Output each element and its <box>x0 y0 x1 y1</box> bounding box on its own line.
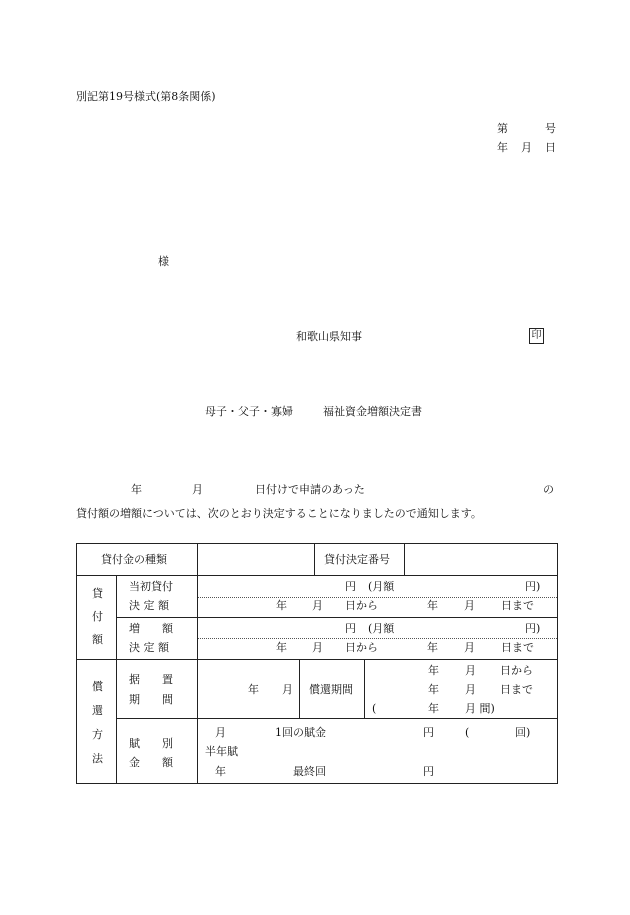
body-year: 年 <box>131 483 142 496</box>
title-part2: 福祉資金増額決定書 <box>323 405 422 418</box>
final-yen: 円 <box>423 765 434 778</box>
loan-amount-label-2: 付 <box>92 610 103 623</box>
addressee-sama: 様 <box>158 255 169 268</box>
table-rule <box>76 659 557 660</box>
number-dai: 第 <box>497 122 508 135</box>
repay-method-label-3: 方 <box>92 728 103 741</box>
increase-from-year: 年 <box>276 641 287 654</box>
table-rule <box>76 575 557 576</box>
initial-label-2: 決 定 額 <box>129 599 169 612</box>
date-year: 年 <box>497 141 508 154</box>
body-applied: 日付けで申請のあった <box>255 483 365 496</box>
body-line2: 貸付額の増額については、次のとおり決定することになりましたので通知します。 <box>76 507 482 520</box>
date-month: 月 <box>521 141 532 154</box>
increase-yen-close: 円) <box>525 622 541 635</box>
issuer-name: 和歌山県知事 <box>296 330 362 343</box>
increase-from-month: 月 <box>312 641 323 654</box>
initial-from-month: 月 <box>312 599 323 612</box>
increase-label-2: 決 定 額 <box>129 641 169 654</box>
table-col-line <box>197 543 198 783</box>
installment-label-1: 賦 別 <box>129 737 173 750</box>
title-part1: 母子・父子・寡婦 <box>205 405 293 418</box>
body-no: の <box>543 483 554 496</box>
initial-yen-close: 円) <box>525 580 541 593</box>
grace-year: 年 <box>248 683 259 696</box>
decision-no-label: 貸付決定番号 <box>324 553 390 566</box>
installment-yen: 円 <box>423 726 434 739</box>
installment-label-2: 金 額 <box>129 756 173 769</box>
loan-amount-label-3: 額 <box>92 633 103 646</box>
repay-total-year: 年 <box>428 702 439 715</box>
grace-label-1: 据 置 <box>129 673 173 686</box>
table-col-line <box>364 659 365 718</box>
installment-month: 月 <box>215 726 226 739</box>
seal-mark: 印 <box>529 328 544 344</box>
repay-period-label: 償還期間 <box>309 683 353 696</box>
installment-times: 回) <box>515 726 531 739</box>
repay-method-label-1: 償 <box>92 680 103 693</box>
repay-method-label-4: 法 <box>92 752 103 765</box>
half-year-year: 年 <box>215 765 226 778</box>
table-col-line <box>404 543 405 575</box>
installment-per-once: 1回の賦金 <box>275 726 326 739</box>
initial-to-month: 月 <box>464 599 475 612</box>
table-col-line <box>116 575 117 783</box>
initial-label-1: 当初貸付 <box>129 580 173 593</box>
number-go: 号 <box>545 122 556 135</box>
repay-to-month: 月 <box>465 683 476 696</box>
increase-yen: 円 <box>345 622 356 635</box>
half-year-label: 半年賦 <box>205 745 238 758</box>
date-day: 日 <box>545 141 556 154</box>
table-col-line <box>314 543 315 575</box>
initial-from-day: 日から <box>345 599 378 612</box>
table-rule <box>116 617 557 618</box>
increase-label-1: 増 額 <box>129 622 173 635</box>
table-dotted-rule <box>197 638 557 639</box>
loan-amount-label-1: 貸 <box>92 587 103 600</box>
initial-to-day: 日まで <box>501 599 534 612</box>
form-label: 別記第19号様式(第8条関係) <box>76 90 216 103</box>
increase-from-day: 日から <box>345 641 378 654</box>
initial-to-year: 年 <box>427 599 438 612</box>
repay-from-day: 日から <box>500 664 533 677</box>
repay-to-year: 年 <box>428 683 439 696</box>
repay-from-month: 月 <box>465 664 476 677</box>
increase-to-day: 日まで <box>501 641 534 654</box>
table-rule <box>116 718 557 719</box>
table-col-line <box>299 659 300 718</box>
table-dotted-rule <box>197 597 557 598</box>
repay-total-months: 月 間) <box>465 702 495 715</box>
final-times-label: 最終回 <box>293 765 326 778</box>
repay-from-year: 年 <box>428 664 439 677</box>
kind-label: 貸付金の種類 <box>101 553 167 566</box>
initial-from-year: 年 <box>276 599 287 612</box>
installment-paren: ( <box>465 726 470 739</box>
grace-month: 月 <box>282 683 293 696</box>
grace-label-2: 期 間 <box>129 693 173 706</box>
repay-open-paren: ( <box>372 702 377 715</box>
repay-to-day: 日まで <box>500 683 533 696</box>
initial-monthly: (月額 <box>368 580 395 593</box>
increase-to-month: 月 <box>464 641 475 654</box>
body-month: 月 <box>192 483 203 496</box>
increase-to-year: 年 <box>427 641 438 654</box>
repay-method-label-2: 還 <box>92 704 103 717</box>
increase-monthly: (月額 <box>368 622 395 635</box>
initial-yen: 円 <box>345 580 356 593</box>
